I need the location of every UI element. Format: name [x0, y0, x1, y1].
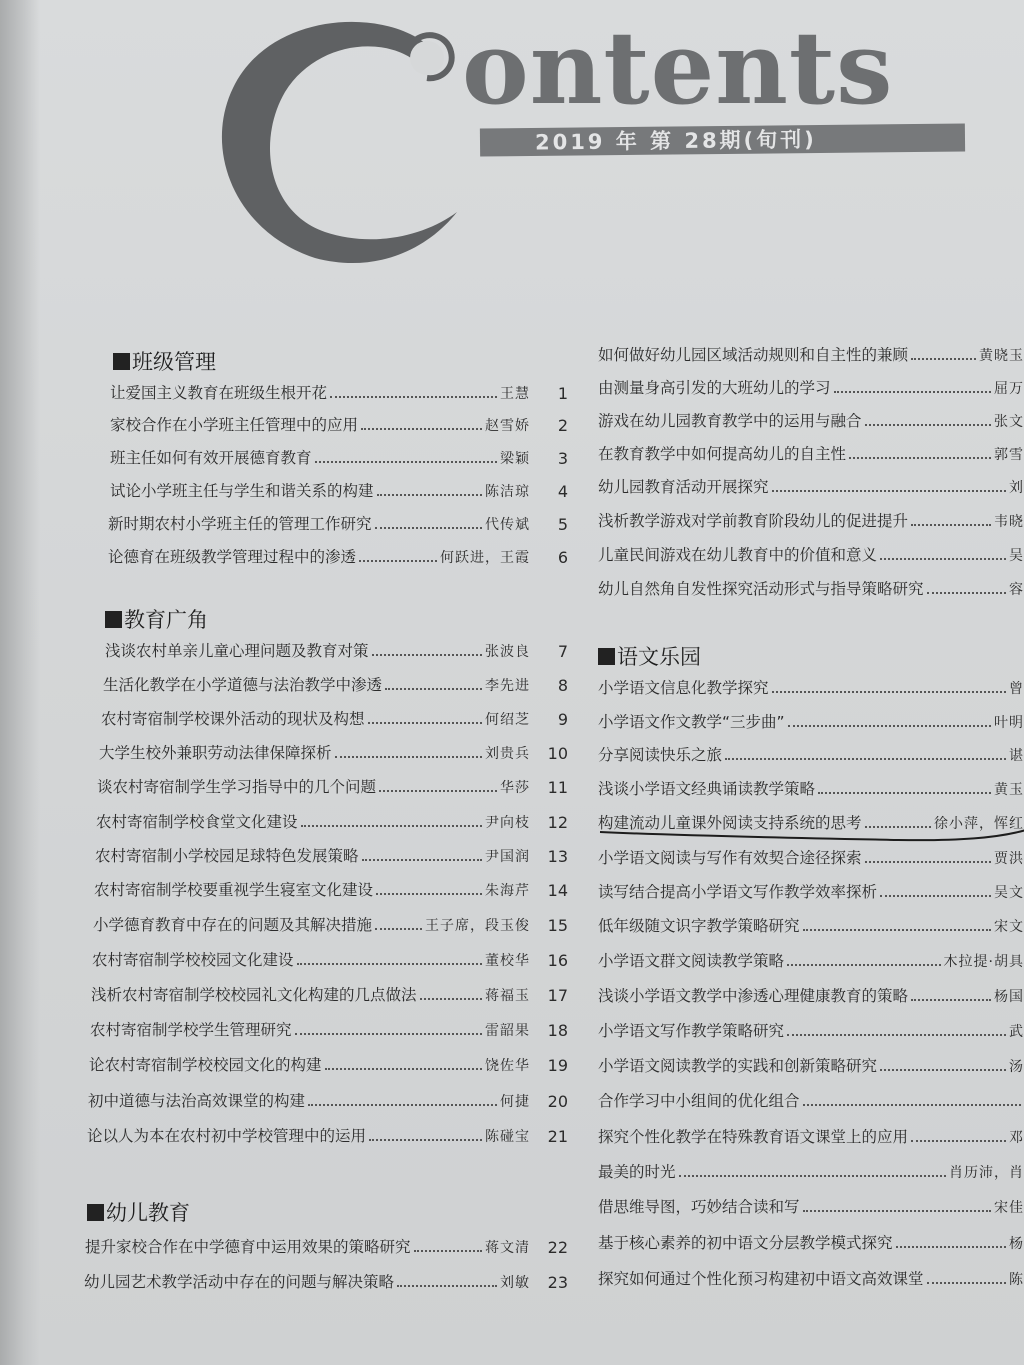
toc-entry: 幼儿园教育活动开展探究 刘 — [598, 478, 1024, 496]
square-bullet-icon — [598, 648, 615, 665]
toc-entry: 谈农村寄宿制学生学习指导中的几个问题 华莎 11 — [97, 778, 568, 797]
toc-entry: 农村寄宿制学校课外活动的现状及构想 何绍芝 9 — [101, 710, 568, 729]
toc-entry: 家校合作在小学班主任管理中的应用 赵雪娇 2 — [110, 416, 568, 435]
toc-entry: 小学语文阅读与写作有效契合途径探索 贾洪 — [598, 849, 1024, 867]
toc-entry: 分享阅读快乐之旅 谌 — [598, 746, 1024, 764]
toc-entry: 基于核心素养的初中语文分层教学模式探究 杨 — [598, 1234, 1024, 1252]
toc-entry: 探究如何通过个性化预习构建初中语文高效课堂 陈 — [598, 1270, 1024, 1288]
section-heading: 教育广角 — [105, 604, 208, 634]
toc-entry: 浅析教学游戏对学前教育阶段幼儿的促进提升 韦晓 — [598, 512, 1024, 530]
pen-underline-mark — [598, 826, 1024, 848]
toc-entry: 小学语文信息化教学探究 曾 — [598, 679, 1024, 697]
toc-entry: 初中道德与法治高效课堂的构建 何捷 20 — [88, 1092, 568, 1111]
toc-entry: 论以人为本在农村初中学校管理中的运用 陈碰宝 21 — [87, 1127, 568, 1146]
toc-entry: 在教育教学中如何提高幼儿的自主性 郭雪 — [598, 445, 1024, 463]
toc-entry: 幼儿自然角自发性探究活动形式与指导策略研究 容 — [598, 580, 1024, 598]
toc-entry: 让爱国主义教育在班级生根开花 王慧 1 — [110, 384, 568, 403]
toc-entry: 农村寄宿制小学校园足球特色发展策略 尹国润 13 — [95, 847, 568, 866]
masthead-c-logo — [175, 0, 465, 270]
toc-entry: 农村寄宿制学校校园文化建设 董校华 16 — [92, 951, 568, 970]
toc-entry: 合作学习中小组间的优化组合 — [598, 1085, 1024, 1111]
toc-entry: 小学语文作文教学“三步曲” 叶明 — [598, 713, 1024, 731]
toc-entry: 儿童民间游戏在幼儿教育中的价值和意义 吴 — [598, 546, 1024, 564]
toc-entry: 小学语文阅读教学的实践和创新策略研究 汤 — [598, 1057, 1024, 1075]
section-heading: 语文乐园 — [598, 641, 701, 671]
toc-entry: 低年级随文识字教学策略研究 宋文 — [598, 917, 1024, 935]
toc-entry: 论农村寄宿制学校校园文化的构建 饶佐华 19 — [89, 1056, 568, 1075]
toc-entry: 农村寄宿制学校要重视学生寝室文化建设 朱海芹 14 — [94, 881, 568, 900]
toc-entry: 小学德育教育中存在的问题及其解决措施 王子席，段玉俊 15 — [93, 916, 568, 935]
toc-entry: 新时期农村小学班主任的管理工作研究 代传斌 5 — [108, 515, 568, 534]
toc-entry: 最美的时光 肖历沛，肖 — [598, 1163, 1024, 1181]
toc-entry: 探究个性化教学在特殊教育语文课堂上的应用 邓 — [598, 1128, 1024, 1146]
toc-entry: 读写结合提高小学语文写作教学效率探析 吴文 — [598, 883, 1024, 901]
toc-entry: 提升家校合作在中学德育中运用效果的策略研究 蒋文清 22 — [85, 1238, 568, 1257]
toc-entry: 农村寄宿制学校食堂文化建设 尹向枝 12 — [96, 813, 568, 832]
toc-entry: 浅谈农村单亲儿童心理问题及教育对策 张波良 7 — [105, 642, 568, 661]
masthead-title: ontents — [462, 9, 894, 127]
toc-entry: 借思维导图，巧妙结合读和写 宋佳 — [598, 1198, 1024, 1216]
section-heading: 班级管理 — [113, 346, 216, 376]
square-bullet-icon — [105, 611, 122, 628]
page-binding-shadow — [0, 0, 40, 1365]
square-bullet-icon — [113, 353, 130, 370]
toc-entry: 浅析农村寄宿制学校校园礼文化构建的几点做法 蒋福玉 17 — [91, 986, 568, 1005]
square-bullet-icon — [87, 1204, 104, 1221]
toc-entry: 构建流动儿童课外阅读支持系统的思考 徐小萍，恽红 — [598, 814, 1024, 832]
toc-entry: 由测量身高引发的大班幼儿的学习 屈万 — [598, 379, 1024, 397]
toc-entry: 小学语文群文阅读教学策略 木拉提·胡具 — [598, 952, 1024, 970]
toc-entry: 试论小学班主任与学生和谐关系的构建 陈洁琼 4 — [110, 482, 568, 501]
toc-entry: 班主任如何有效开展德育教育 梁颖 3 — [110, 449, 568, 468]
toc-entry: 小学语文写作教学策略研究 武 — [598, 1022, 1024, 1040]
toc-entry: 农村寄宿制学校学生管理研究 雷韶果 18 — [90, 1021, 568, 1040]
toc-entry: 幼儿园艺术教学活动中存在的问题与解决策略 刘敏 23 — [84, 1273, 568, 1292]
toc-entry: 论德育在班级教学管理过程中的渗透 何跃进，王霞 6 — [108, 548, 568, 567]
issue-label: 2019 年 第 28期(旬刊) — [534, 127, 817, 155]
section-heading: 幼儿教育 — [87, 1197, 190, 1227]
toc-entry: 游戏在幼儿园教育教学中的运用与融合 张文 — [598, 412, 1024, 430]
toc-entry: 浅谈小学语文经典诵读教学策略 黄玉 — [598, 780, 1024, 798]
toc-entry: 大学生校外兼职劳动法律保障探析 刘贵兵 10 — [99, 744, 568, 763]
toc-entry: 浅谈小学语文教学中渗透心理健康教育的策略 杨国 — [598, 987, 1024, 1005]
toc-entry: 生活化教学在小学道德与法治教学中渗透 李先进 8 — [103, 676, 568, 695]
toc-entry: 如何做好幼儿园区域活动规则和自主性的兼顾 黄晓玉 — [598, 346, 1024, 364]
